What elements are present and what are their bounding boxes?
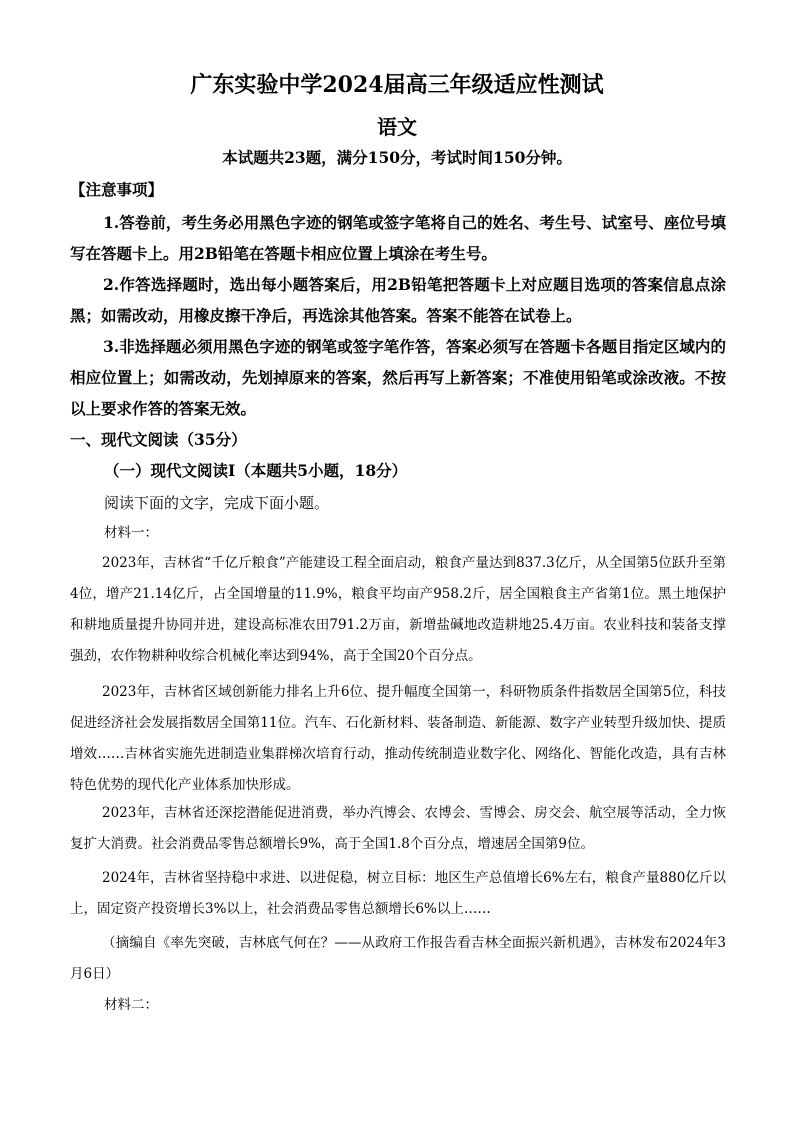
notice-heading: 【注意事项】 [70, 180, 164, 199]
notice-item-3: 3.非选择题必须用黑色字迹的钢笔或签字笔作答，答案必须写在答题卡各题目指定区域内的相应位置上；如需改动，先划掉原来的答案，然后再写上新答案；不准使用铅笔或涂改液。不按以上要求作答的答案无效。 [70, 337, 726, 418]
material-2-label: 材料二： [104, 997, 158, 1013]
material-paragraph-1: 2023年，吉林省“千亿斤粮食”产能建设工程全面启动，粮食产量达到837.3亿斤，从全国第5位跃升至第4位，增产21.14亿斤，占全国增量的11.9%，粮食平均亩产958.2斤，居全国粮食主产省第1位。黑土地保护和耕地质量提升协同并进，建设高标准农田791.2万亩，新增盐碱地改造耕地25.4万亩。农业科技和装备支撑强劲，农作物耕种收综合机械化率达到94%，高于全国20个百分点。 [70, 555, 726, 664]
subject-title: 语文 [377, 115, 417, 139]
reading-instruction: 阅读下面的文字，完成下面小题。 [104, 494, 330, 512]
material-paragraph-2: 2023年，吉林省区域创新能力排名上升6位、提升幅度全国第一，科研物质条件指数居全国第5位，科技促进经济社会发展指数居全国第11位。汽车、石化新材料、装备制造、新能源、数字产业转型升级加快、提质增效……吉林省实施先进制造业集群梯次培育行动，推动传统制造业数字化、网络化、智能化改造，具有吉林特色优势的现代化产业体系加快形成。 [70, 684, 726, 793]
exam-title: 广东实验中学2024届高三年级适应性测试 [190, 72, 604, 98]
notice-item-1: 1.答卷前，考生务必用黑色字迹的钢笔或签字笔将自己的姓名、考生号、试室号、座位号填写在答题卡上。用2B铅笔在答题卡相应位置上填涂在考生号。 [70, 213, 726, 263]
material-paragraph-4: 2024年，吉林省坚持稳中求进、以进促稳，树立目标：地区生产总值增长6%左右，粮食产量880亿斤以上，固定资产投资增长3%以上，社会消费品零售总额增长6%以上…… [70, 870, 726, 917]
exam-info: 本试题共23题，满分150分，考试时间150分钟。 [222, 148, 572, 167]
subsection-heading: （一）现代文阅读Ⅰ（本题共5小题，18分） [104, 461, 408, 480]
material-source-citation: （摘编自《率先突破，吉林底气何在？——从政府工作报告看吉林全面振兴新机遇》，吉林发布2024年3月6日） [70, 935, 726, 982]
notice-item-2: 2.作答选择题时，选出每小题答案后，用2B铅笔把答题卡上对应题目选项的答案信息点涂黑；如需改动，用橡皮擦干净后，再选涂其他答案。答案不能答在试卷上。 [70, 275, 726, 325]
material-1-label: 材料一： [104, 525, 158, 541]
material-paragraph-3: 2023年，吉林省还深挖潜能促进消费，举办汽博会、农博会、雪博会、房交会、航空展等活动，全力恢复扩大消费。社会消费品零售总额增长9%，高于全国1.8个百分点，增速居全国第9位。 [70, 805, 726, 852]
section-heading: 一、现代文阅读（35分） [70, 430, 247, 449]
